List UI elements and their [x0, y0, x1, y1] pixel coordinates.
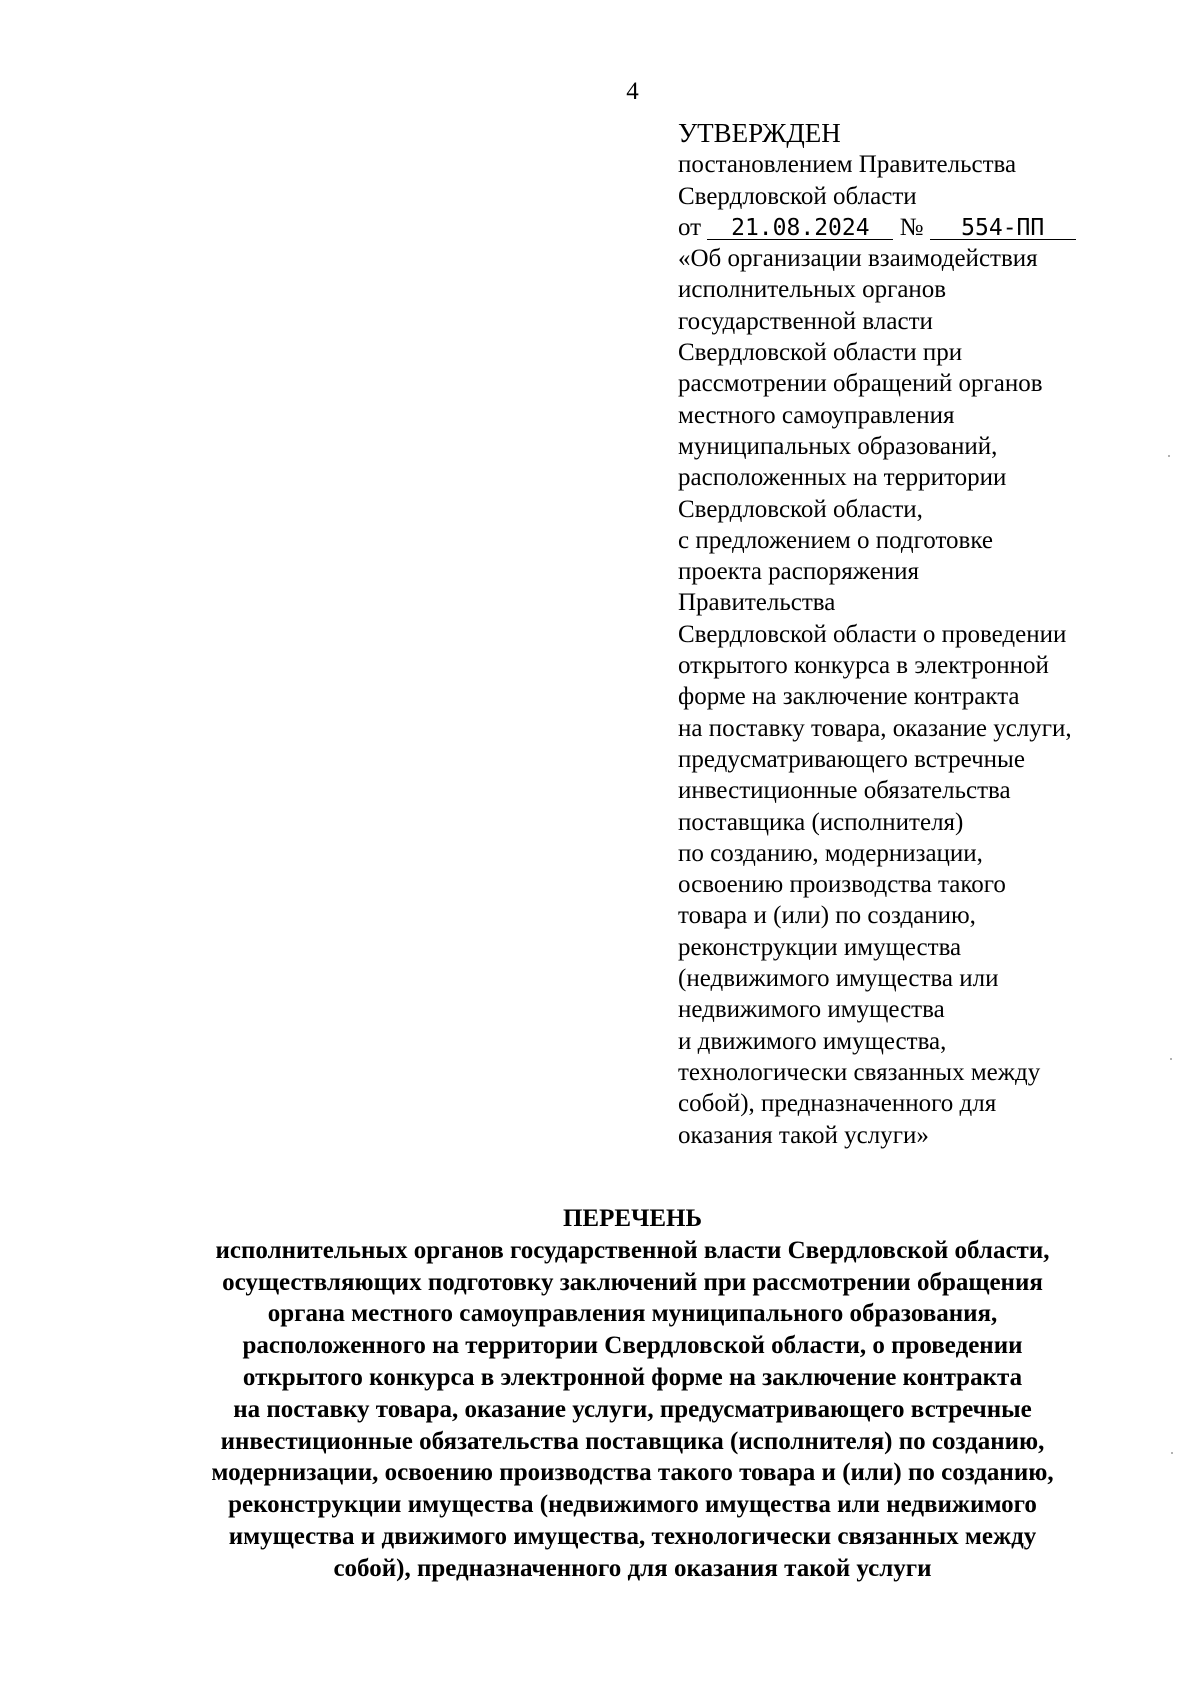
approval-title-line: Свердловской области, [678, 495, 923, 523]
approval-title-line: с предложением о подготовке [678, 526, 993, 554]
number-sign: № [899, 213, 924, 241]
approval-title-line: (недвижимого имущества или [678, 965, 999, 993]
approval-title-line: реконструкции имущества [678, 933, 962, 961]
document-subtitle-line: на поставку товара, оказание услуги, предусматривающего встречные [233, 1395, 1032, 1423]
approval-title-line: технологически связанных между [678, 1058, 1041, 1086]
approval-title-line: недвижимого имущества [678, 996, 945, 1024]
approval-title-line: расположенных на территории [678, 464, 1007, 492]
approval-title-line: и движимого имущества, [678, 1027, 947, 1055]
approval-title-line: товара и (или) по созданию, [678, 902, 976, 930]
approval-title-line: проекта распоряжения [678, 558, 920, 586]
approval-title-line: исполнительных органов [678, 276, 947, 304]
approval-title-line: «Об организации взаимодействия [678, 245, 1038, 273]
document-subtitle-line: органа местного самоуправления муниципального образования, [267, 1300, 998, 1328]
scan-speck [1170, 1058, 1172, 1060]
document-subtitle-line: инвестиционные обязательства поставщика (исполнителя) по созданию, [220, 1427, 1045, 1455]
approval-date-line [678, 212, 1193, 243]
approval-title-line: предусматривающего встречные [678, 745, 1025, 773]
approval-title-line: инвестиционные обязательства [678, 777, 1011, 805]
approval-title-line: форме на заключение контракта [678, 683, 1020, 711]
approval-title-line: Правительства [678, 589, 836, 617]
page-number: 4 [626, 78, 639, 105]
approval-title-line: Свердловской области при [678, 339, 963, 367]
scan-speck [1168, 455, 1170, 457]
approval-title-line: поставщика (исполнителя) [678, 808, 964, 836]
approval-title-line: муниципальных образований, [678, 432, 998, 460]
document-subtitle-line: осуществляющих подготовку заключений при рассмотрении обращения [222, 1268, 1043, 1296]
approval-title-line: рассмотрении обращений органов [678, 370, 1043, 398]
document-subtitle-line: исполнительных органов государственной власти Свердловской области, [215, 1236, 1050, 1264]
approval-title-line: на поставку товара, оказание услуги, [678, 714, 1072, 742]
approval-title-line: оказания такой услуги» [678, 1121, 929, 1149]
approval-title-line: государственной власти [678, 307, 933, 335]
approval-heading: УТВЕРЖДЕН [678, 118, 841, 148]
approval-title-line: открытого конкурса в электронной [678, 652, 1049, 680]
document-title-block [0, 1203, 1200, 1585]
date-prefix: от [678, 213, 702, 241]
approval-title-line: местного самоуправления [678, 401, 955, 429]
document-heading: ПЕРЕЧЕНЬ [562, 1205, 703, 1232]
number-value: 554-ПП [930, 217, 1076, 240]
approval-block [678, 118, 1193, 1151]
scan-speck [1171, 1452, 1173, 1454]
approval-line-2: Свердловской области [678, 182, 917, 210]
document-subtitle-line: собой), предназначенного для оказания такой услуги [333, 1554, 932, 1582]
approval-title-line: Свердловской области о проведении [678, 620, 1067, 648]
approval-title-line: освоению производства такого [678, 871, 1006, 899]
approval-line-1: постановлением Правительства [678, 151, 1017, 179]
approval-title-line: собой), предназначенного для [678, 1090, 997, 1118]
document-subtitle-line: открытого конкурса в электронной форме на заключение контракта [242, 1363, 1023, 1391]
document-subtitle-line: имущества и движимого имущества, технологически связанных между [228, 1522, 1037, 1550]
document-subtitle-line: расположенного на территории Свердловской области, о проведении [242, 1332, 1023, 1360]
approval-title-line: по созданию, модернизации, [678, 839, 983, 867]
date-value: 21.08.2024 [707, 217, 893, 240]
document-subtitle-line: модернизации, освоению производства такого товара и (или) по созданию, [211, 1459, 1054, 1487]
document-subtitle-line: реконструкции имущества (недвижимого имущества или недвижимого [228, 1491, 1037, 1519]
